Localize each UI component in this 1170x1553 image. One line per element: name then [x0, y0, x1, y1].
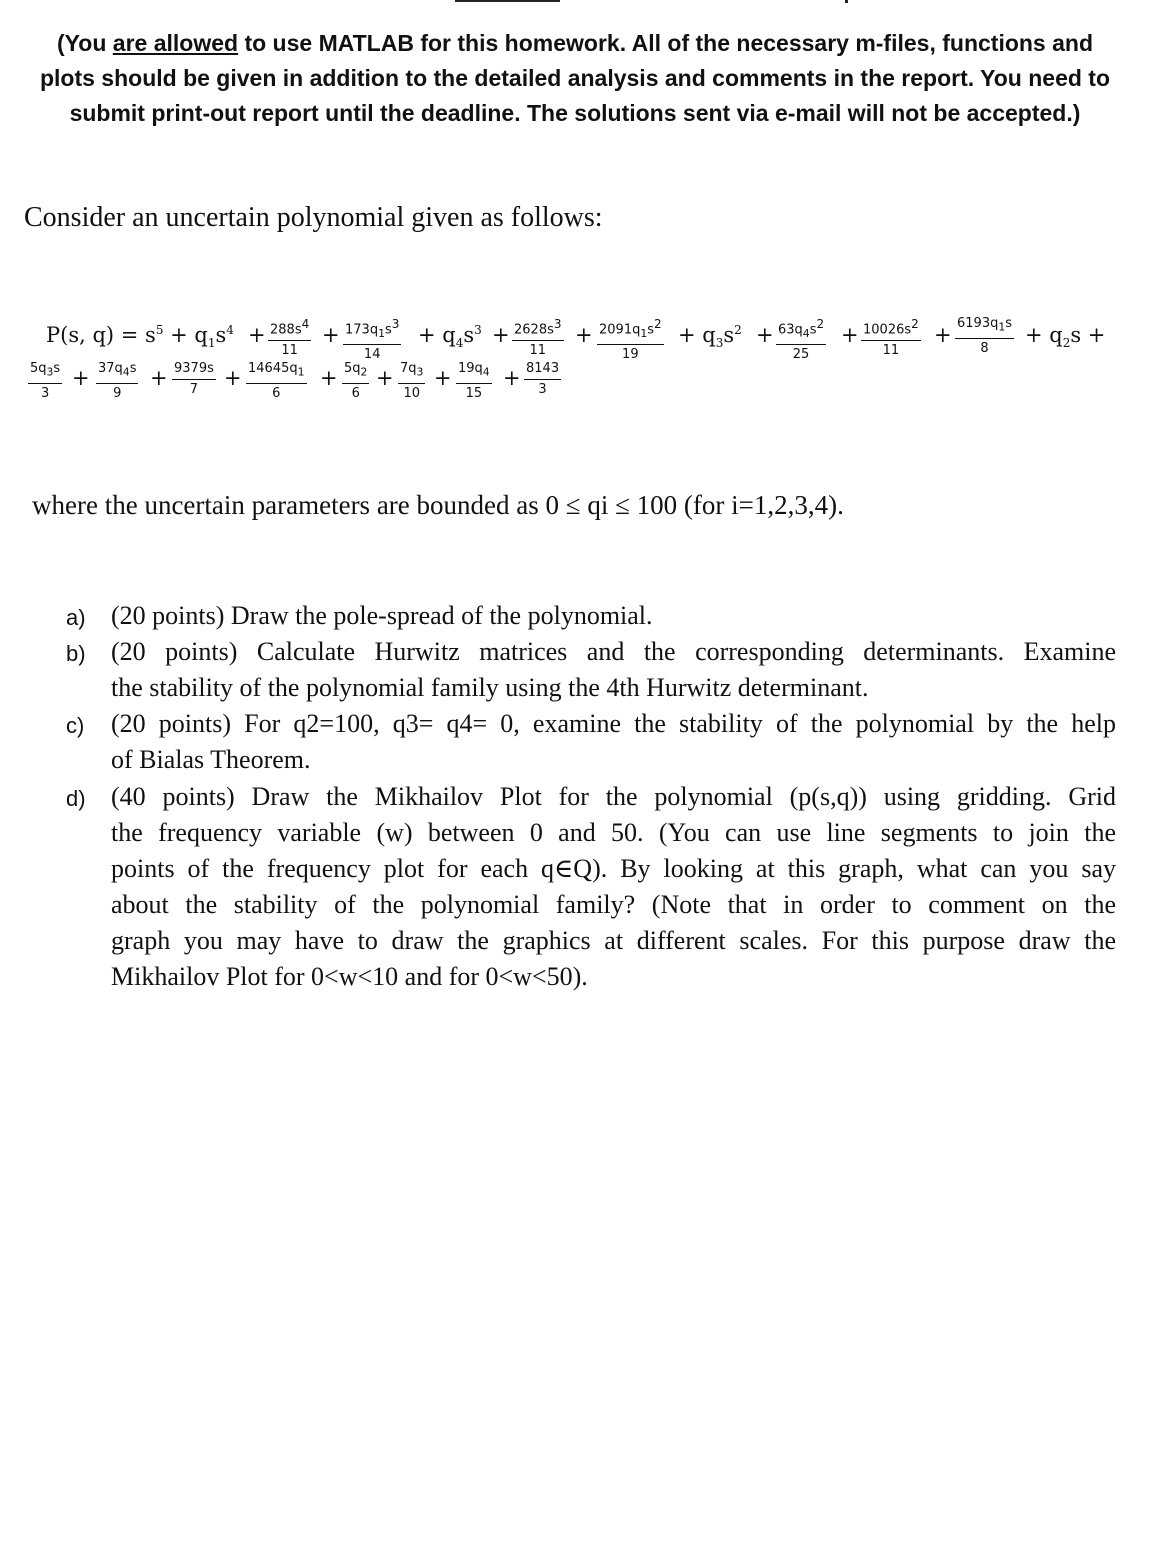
question-label: b)	[66, 641, 86, 666]
fraction-13: $\frac{7q_3}{10}$	[400, 361, 424, 401]
fraction-7: $\frac{6193q_1s}{8}$	[957, 316, 1013, 356]
question-line: of Bialas Theorem.	[111, 745, 311, 774]
fraction-3: $\frac{2628s^3}{11}$	[514, 317, 562, 359]
fraction-12: $\frac{5q_2}{6}$	[344, 361, 368, 401]
plus-sign: +	[434, 366, 452, 390]
plus-sign: +	[492, 323, 510, 347]
top-rule	[455, 0, 560, 2]
plus-sign: +	[72, 366, 90, 390]
notice-underlined-phrase: are allowed	[112, 30, 239, 56]
question-line: (20 points) Draw the pole-spread of the polynomial.	[111, 601, 653, 630]
plus-sign: +	[756, 323, 774, 347]
question-line: (20 points) For q2=100, q3= q4= 0, examine the stability of the polynomial by the help	[111, 709, 1116, 738]
notice-line-1: (You are allowed to use MATLAB for this homework. All of the necessary m-files, functions and	[56, 30, 1094, 56]
question-line: about the stability of the polynomial family? (Note that in order to comment on the	[111, 890, 1116, 919]
intro-text: Consider an uncertain polynomial given as follows:	[24, 202, 603, 233]
plus-sign: +	[503, 366, 521, 390]
question-label: a)	[66, 605, 86, 630]
question-label: c)	[66, 713, 85, 738]
plus-sign: +	[841, 323, 859, 347]
plus-sign: +	[934, 323, 952, 347]
fraction-8: $\frac{5q_3s}{3}$	[30, 361, 61, 401]
plus-sign: +	[575, 323, 593, 347]
plus-sign: +	[224, 366, 242, 390]
poly-lhs: P(s, $q) = s^5 + q_1s^4$	[46, 323, 234, 351]
plus-sign: +	[322, 323, 340, 347]
fraction-15: $\frac{8143}{3}$	[526, 361, 560, 397]
fraction-5: $\frac{63q_4s^2}{25}$	[778, 317, 825, 362]
question-label: d)	[66, 786, 86, 811]
top-mark	[845, 0, 848, 3]
parameter-bounds: where the uncertain parameters are bounded as 0 ≤ qi ≤ 100 (for i=1,2,3,4).	[32, 490, 844, 520]
fraction-14: $\frac{19q_4}{15}$	[458, 361, 490, 401]
plus-sign: +	[376, 366, 394, 390]
notice-line-3: submit print-out report until the deadline. The solutions sent via e-mail will not be accepted.)	[69, 100, 1081, 126]
question-line: points of the frequency plot for each q∈Q). By looking at this graph, what can you say	[111, 854, 1116, 883]
question-line: the frequency variable (w) between 0 and 50. (You can use line segments to join the	[111, 818, 1116, 847]
fraction-11: $\frac{14645q_1}{6}$	[248, 361, 305, 401]
plus-sign: +	[248, 323, 266, 347]
question-line: Mikhailov Plot for 0<w<10 and for 0<w<50).	[111, 962, 588, 991]
fraction-2: $\frac{173q_1s^3}{14}$	[345, 317, 400, 362]
question-line: the stability of the polynomial family using the 4th Hurwitz determinant.	[111, 673, 869, 702]
poly-term-q4: + $q_4s^3$	[418, 323, 482, 351]
poly-term-q3: + $q_3s^2$	[678, 323, 742, 351]
plus-sign: +	[150, 366, 168, 390]
plus-sign: +	[320, 366, 338, 390]
fraction-6: $\frac{10026s^2}{11}$	[863, 317, 919, 359]
fraction-9: $\frac{37q_4s}{9}$	[98, 361, 137, 401]
poly-term-q2: + $q_2s$ +	[1025, 323, 1106, 351]
question-line: (20 points) Calculate Hurwitz matrices and the corresponding determinants. Examine	[111, 637, 1116, 666]
fraction-4: $\frac{2091q_1s^2}{19}$	[599, 317, 662, 362]
homework-notice	[20, 26, 1130, 131]
notice-line-2: plots should be given in addition to the detailed analysis and comments in the report. You need to	[39, 65, 1111, 91]
fraction-1: $\frac{288s^4}{11}$	[270, 317, 310, 359]
question-line: (40 points) Draw the Mikhailov Plot for the polynomial (p(s,q)) using gridding. Grid	[111, 782, 1116, 811]
question-line: graph you may have to draw the graphics at different scales. For this purpose draw the	[111, 926, 1116, 955]
fraction-10: $\frac{9379s}{7}$	[174, 361, 214, 397]
